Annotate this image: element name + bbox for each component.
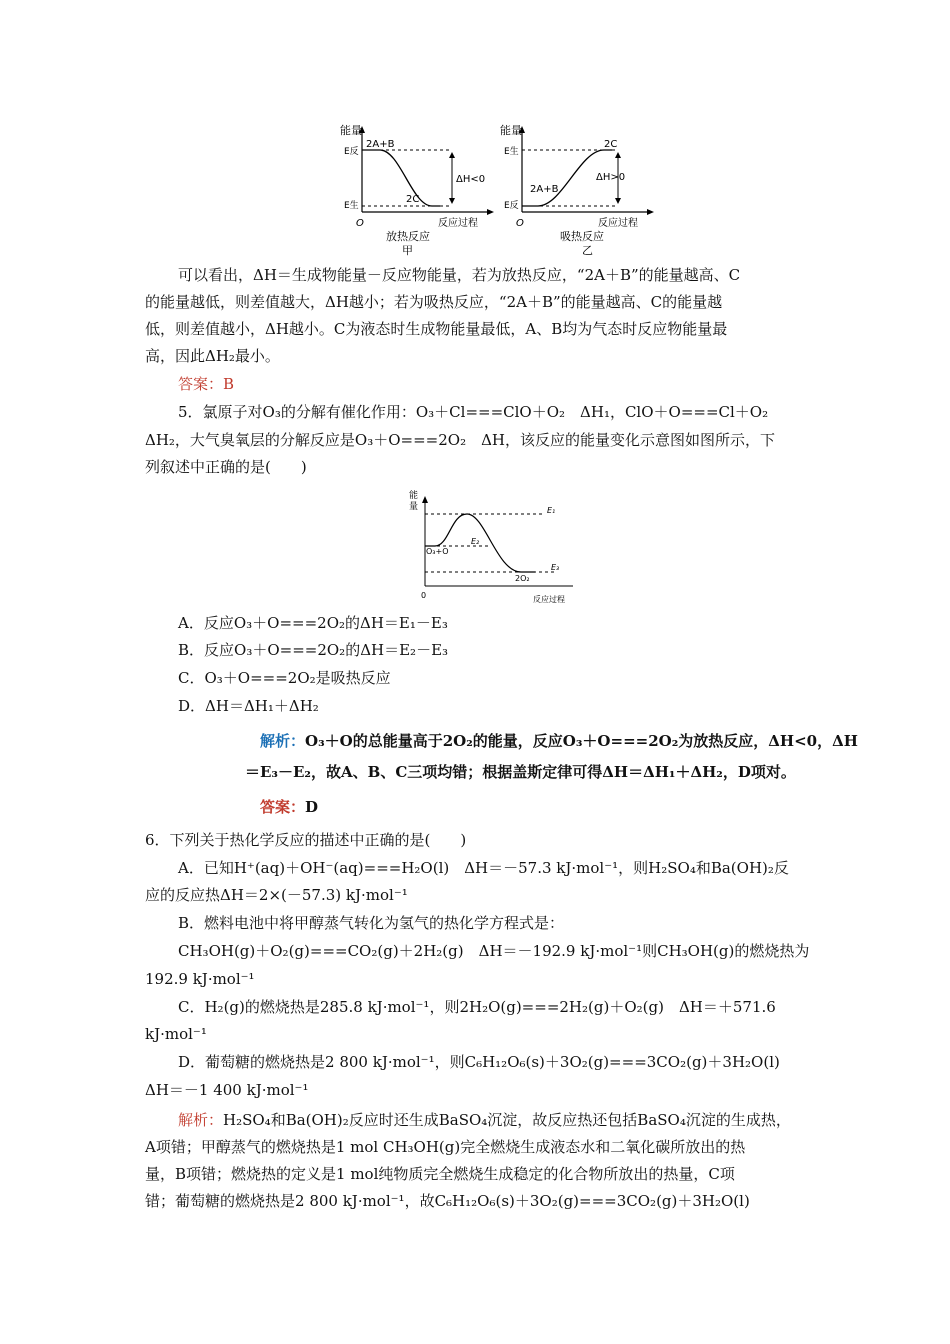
origin-label: O xyxy=(516,218,524,229)
caption-sub: 乙 xyxy=(582,244,593,257)
start-label: 2A+B xyxy=(530,184,559,195)
caption-sub: 甲 xyxy=(402,244,413,257)
x-axis-label: 反应过程 xyxy=(438,218,478,229)
analysis-6-line: 错；葡萄糖的燃烧热是2 800 kJ·mol⁻¹，故C₆H₁₂O₆(s)＋3O₂(g)===3CO₂(g)＋3H₂O(l) xyxy=(145,1192,750,1210)
analysis-5-line xyxy=(260,731,858,751)
q6-line: 192.9 kJ·mol⁻¹ xyxy=(145,970,255,988)
end-label: 2C xyxy=(604,139,618,150)
para-line: 高，因此ΔH₂最小。 xyxy=(145,347,280,365)
answer-label: 答案： xyxy=(260,798,306,816)
caption: 放热反应 xyxy=(386,230,430,243)
analysis-text: O₃＋O的总能量高于2O₂的能量，反应O₃＋O===2O₂为放热反应，ΔH<0，ΔH xyxy=(305,732,858,750)
q6-line: B．燃料电池中将甲醇蒸气转化为氢气的热化学方程式是： xyxy=(178,914,565,932)
delta-h-label: ΔH>0 xyxy=(596,172,626,183)
option-d: D．ΔH＝ΔH₁＋ΔH₂ xyxy=(178,697,319,715)
analysis-label: 解析： xyxy=(178,1111,224,1129)
endothermic-diagram xyxy=(500,120,660,260)
end-label: 2C xyxy=(406,194,420,205)
answer-4: 答案：B xyxy=(178,375,235,393)
q6-line: CH₃OH(g)＋O₂(g)===CO₂(g)＋2H₂(g) ΔH＝－192.9 kJ·mol⁻¹则CH₃OH(g)的燃烧热为 xyxy=(178,942,810,960)
answer-value: D xyxy=(305,798,319,816)
caption: 吸热反应 xyxy=(560,230,604,243)
para-line: 的能量越低，则差值越大，ΔH越小；若为吸热反应，“2A＋B”的能量越高、C的能量越 xyxy=(145,293,723,311)
start-label: 2A+B xyxy=(366,139,395,150)
y-axis-label: 量 xyxy=(409,502,419,512)
e-react-label: E反 xyxy=(504,201,519,211)
option-c: C．O₃＋O===2O₂是吸热反应 xyxy=(178,669,391,687)
analysis-6-line: A项错；甲醇蒸气的燃烧热是1 mol CH₃OH(g)完全燃烧生成液态水和二氧化碳所放出的热 xyxy=(145,1138,746,1156)
e-prod-label: E生 xyxy=(344,201,359,211)
para-line: 可以看出，ΔH＝生成物能量－反应物能量，若为放热反应，“2A＋B”的能量越高、C xyxy=(178,266,741,284)
q6-line: kJ·mol⁻¹ xyxy=(145,1025,207,1043)
question-5-line: 5．氯原子对O₃的分解有催化作用：O₃＋Cl===ClO＋O₂ ΔH₁，ClO＋O===Cl＋O₂ xyxy=(178,403,769,421)
origin-label: 0 xyxy=(421,591,427,600)
x-axis-label: 反应过程 xyxy=(598,218,638,229)
analysis-6-line xyxy=(178,1110,791,1130)
q6-line: 应的反应热ΔH＝2×(－57.3) kJ·mol⁻¹ xyxy=(145,886,408,904)
q6-line: A．已知H⁺(aq)＋OH⁻(aq)===H₂O(l) ΔH＝－57.3 kJ·mol⁻¹，则H₂SO₄和Ba(OH)₂反 xyxy=(178,859,789,877)
x-axis-label: 反应过程 xyxy=(533,595,565,604)
analysis-6-line: 量，B项错；燃烧热的定义是1 mol纯物质完全燃烧生成稳定的化合物所放出的热量，C项 xyxy=(145,1165,735,1183)
ozone-energy-diagram xyxy=(405,486,580,608)
delta-h-label: ΔH<0 xyxy=(456,174,486,185)
y-axis-label: 能 xyxy=(409,491,419,501)
start-label: O₃+O xyxy=(426,547,449,556)
question-6: 6．下列关于热化学反应的描述中正确的是( ) xyxy=(145,831,467,849)
para-line: 低，则差值越小，ΔH越小。C为液态时生成物能量最低，A、B均为气态时反应物能量最 xyxy=(145,320,728,338)
q6-line: ΔH＝－1 400 kJ·mol⁻¹ xyxy=(145,1081,309,1099)
end-label: 2O₂ xyxy=(515,574,530,583)
exothermic-diagram xyxy=(340,120,500,260)
e-react-label: E反 xyxy=(344,147,359,157)
answer-5 xyxy=(260,797,318,817)
question-5-line: 列叙述中正确的是( ) xyxy=(145,458,307,476)
question-5-line: ΔH₂，大气臭氧层的分解反应是O₃＋O===2O₂ ΔH，该反应的能量变化示意图如图所示，下 xyxy=(145,431,776,449)
q6-line: C．H₂(g)的燃烧热是285.8 kJ·mol⁻¹，则2H₂O(g)===2H₂(g)＋O₂(g) ΔH＝＋571.6 xyxy=(178,998,776,1016)
e2-label: E₂ xyxy=(471,537,480,546)
y-axis-label: 能量 xyxy=(340,124,362,137)
origin-label: O xyxy=(356,218,364,229)
e3-label: E₃ xyxy=(551,563,560,572)
analysis-text: H₂SO₄和Ba(OH)₂反应时还生成BaSO₄沉淀，故反应热还包括BaSO₄沉淀的生成热， xyxy=(223,1111,791,1129)
option-b: B．反应O₃＋O===2O₂的ΔH＝E₂－E₃ xyxy=(178,641,449,659)
option-a: A．反应O₃＋O===2O₂的ΔH＝E₁－E₃ xyxy=(178,614,448,632)
q6-line: D．葡萄糖的燃烧热是2 800 kJ·mol⁻¹，则C₆H₁₂O₆(s)＋3O₂(g)===3CO₂(g)＋3H₂O(l) xyxy=(178,1053,780,1071)
analysis-label: 解析： xyxy=(260,732,306,750)
e1-label: E₁ xyxy=(547,506,556,515)
analysis-5-line: ＝E₃－E₂，故A、B、C三项均错；根据盖斯定律可得ΔH＝ΔH₁＋ΔH₂，D项对。 xyxy=(245,763,796,781)
e-prod-label: E生 xyxy=(504,147,519,157)
y-axis-label: 能量 xyxy=(500,124,522,137)
